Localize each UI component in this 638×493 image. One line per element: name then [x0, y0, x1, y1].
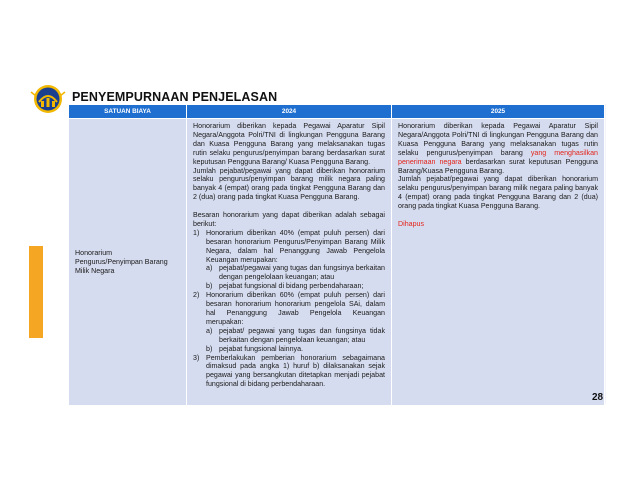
list-item: 3) Pemberlakukan pemberian honorarium sebagaimana dimaksud pada angka 1) huruf b) dilaksanakan sejak pegawai yang bersangkutan ditetapkan menjadi pejabat fungsional di bidang perbendaharaan. [193, 353, 385, 389]
removed-label: Dihapus [398, 219, 425, 228]
list-item: a) pejabat/pegawai yang tugas dan fungsinya berkaitan dengan pengelolaan keuangan; atau [206, 264, 385, 282]
comparison-table [68, 104, 605, 406]
table-row [69, 119, 605, 406]
list-item: b) pejabat fungsional di bidang perbendaharaan; [206, 282, 364, 291]
page-number: 28 [592, 392, 604, 403]
text-2024-para3: Besaran honorarium yang dapat diberikan adalah sebagai berikut: [193, 211, 385, 228]
text-2024-para1: Honorarium diberikan kepada Pegawai Aparatur Sipil Negara/Anggota Polri/TNI di lingkungan Pengguna Barang dan Kuasa Pengguna Barang yang melaksanakan tugas rutin selaku pengurus/penyimpan barang berdasarkan surat keputusan Pengguna Barang/ Kuasa Pengguna Barang. [193, 122, 385, 166]
header-satuan-biaya: SATUAN BIAYA [69, 105, 187, 119]
row-label: Honorarium Pengurus/Penyimpan Barang Milik Negara [69, 119, 187, 406]
text-2025-para2: Jumlah pejabat/pegawai yang dapat diberikan honorarium selaku pengurus/penyimpan barang milik negara paling banyak 4 (empat) orang pada tingkat Pengguna Barang dan 2 (dua) orang pada tingkat Kuasa Pengguna Barang. [398, 175, 598, 211]
header-2025: 2025 [392, 105, 605, 119]
list-item: a) pejabat/ pegawai yang tugas dan fungsinya tidak berkaitan dengan pengelolaan keuangan; atau [206, 326, 385, 344]
accent-bar [29, 246, 43, 338]
list-item: 2) Honorarium diberikan 60% (empat puluh persen) dari besaran honorarium honorarium pengelola SAi, dalam hal Penanggung Jawab Pengelola Keuangan merupakan: [193, 291, 385, 326]
header-2024: 2024 [187, 105, 392, 119]
list-item: b) pejabat fungsional lainnya. [206, 344, 304, 353]
text-2025-para1: Honorarium diberikan kepada Pegawai Aparatur Sipil Negara/Anggota Polri/TNI di lingkungan Pengguna Barang dan Kuasa Pengguna Barang yang melaksanakan tugas rutin selaku pengurus/penyimpan barang yang menghasilkan penerimaan negara berdasarkan surat keputusan Pengguna Barang/Kuasa Pengguna Barang. [398, 122, 598, 175]
highlighted-addition: yang menghasilkan penerimaan negara [398, 148, 598, 166]
list-item: 1) Honorarium diberikan 40% (empat puluh persen) dari besaran honorarium Pengurus/Penyimpan Barang Milik Negara, dalam hal Penanggung Jawab Pengelola Keuangan merupakan: [193, 228, 385, 264]
text-2024-para2: Jumlah pejabat/pegawai yang dapat diberikan honorarium selaku pengurus/penyimpan barang milik negara paling banyak 4 (empat) orang pada tingkat Pengguna Barang dan 2 (dua) orang pada tingkat Kuasa Pengguna Barang. [193, 166, 385, 202]
page-title: PENYEMPURNAAN PENJELASAN [72, 90, 278, 104]
ministry-logo [30, 84, 66, 114]
cell-2025 [392, 119, 605, 406]
table-header-row [69, 105, 605, 119]
cell-2024 [187, 119, 392, 406]
